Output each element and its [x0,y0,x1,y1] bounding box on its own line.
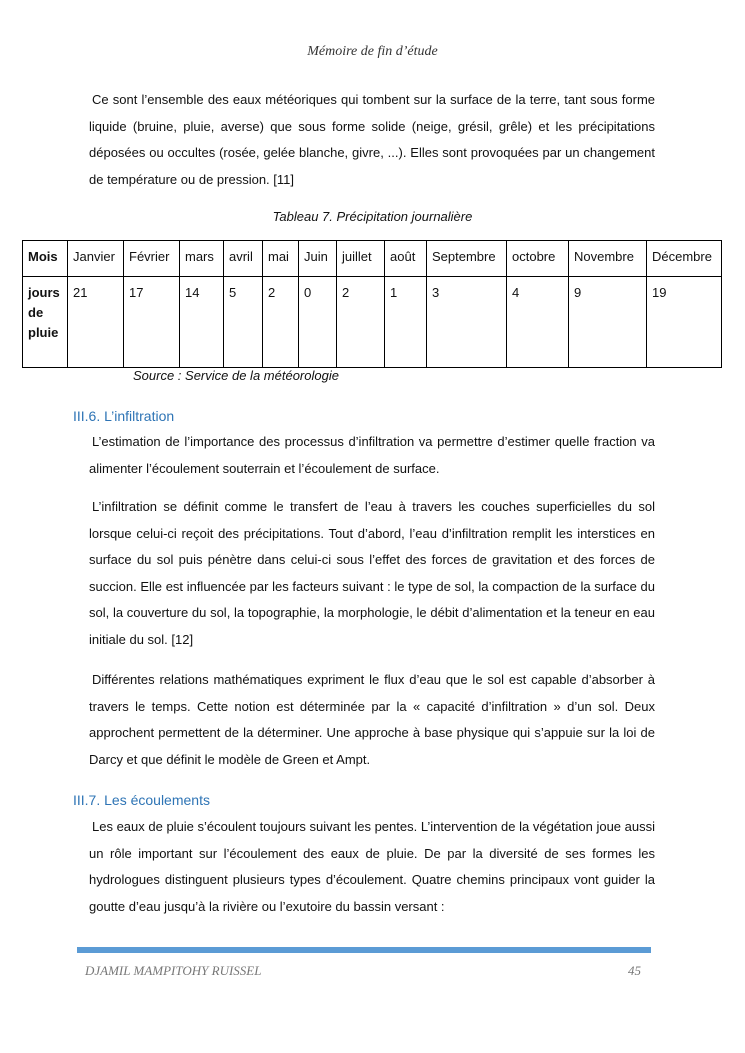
table-cell: 14 [180,277,224,368]
table-cell: 0 [299,277,337,368]
table-cell: mai [263,241,299,277]
table-cell: 17 [124,277,180,368]
precipitation-table [22,240,722,368]
table-cell: 2 [263,277,299,368]
table-cell: 2 [337,277,385,368]
table-caption: Tableau 7. Précipitation journalière [272,209,473,224]
table-cell: juillet [337,241,385,277]
table-cell: Juin [299,241,337,277]
table-cell: 1 [385,277,427,368]
table-cell: 9 [569,277,647,368]
table-cell: Décembre [647,241,722,277]
table-cell: 19 [647,277,722,368]
paragraph-infiltration-definition: L’infiltration se définit comme le transfert de l’eau à travers les couches superficielles du sol lorsque celui-ci reçoit des précipitations. Tout d’abord, l’eau d’infiltration remplit les interstices en surface du sol puis pénètre dans celui-ci sous l’effet des forces de gravitation et des forces de succion. Elle est influencée par les facteurs suivant : le type de sol, la compaction de la surface du sol, la couverture du sol, la topographie, la morphologie, le débit d’alimentation et la teneur en eau initiale du sol. [12] [89,499,655,647]
table-cell: 3 [427,277,507,368]
table-source: Source : Service de la météorologie [133,368,339,383]
footer-author: DJAMIL MAMPITOHY RUISSEL [85,963,262,978]
table-cell: 4 [507,277,569,368]
table-header-row [23,241,722,277]
paragraph-infiltration-intro: L’estimation de l’importance des processus d’infiltration va permettre d’estimer quelle fraction va alimenter l’écoulement souterrain et l’écoulement de surface. [89,434,655,476]
table-cell: août [385,241,427,277]
paragraph-precipitation: Ce sont l’ensemble des eaux météoriques qui tombent sur la surface de la terre, tant sous forme liquide (bruine, pluie, averse) que sous forme solide (neige, grésil, grêle) et les précipitations déposées ou occultes (rosée, gelée blanche, givre, ...). Elles sont provoquées par un changement de température ou de pression. [11] [89,92,655,187]
table-cell: mars [180,241,224,277]
table-row [23,277,722,368]
page-header: Mémoire de fin d’étude [307,44,438,59]
footer-divider [77,947,651,953]
table-cell: octobre [507,241,569,277]
table-cell: jours de pluie [23,277,68,368]
page-number: 45 [628,963,641,978]
table-cell: Janvier [68,241,124,277]
paragraph-infiltration-capacity: Différentes relations mathématiques expriment le flux d’eau que le sol est capable d’absorber à travers le temps. Cette notion est déterminée par la « capacité d’infiltration » d’un sol. Deux approchent permettent de la déterminer. Une approche à base physique qui s’appuie sur la loi de Darcy et que définit le modèle de Green et Ampt. [89,672,655,767]
table-cell: avril [224,241,263,277]
table-cell: Novembre [569,241,647,277]
table-cell: 5 [224,277,263,368]
paragraph-ecoulements: Les eaux de pluie s’écoulent toujours suivant les pentes. L’intervention de la végétation joue aussi un rôle important sur l’écoulement des eaux de pluie. De par la diversité de ses formes les hydrologues distinguent plusieurs types d’écoulement. Quatre chemins principaux vont guider la goutte d’eau jusqu’à la rivière ou l’exutoire du bassin versant : [89,819,655,914]
table-cell: Février [124,241,180,277]
table-cell: Mois [23,241,68,277]
section-heading-infiltration: III.6. L’infiltration [73,408,175,424]
section-heading-ecoulements: III.7. Les écoulements [73,792,210,808]
table-cell: 21 [68,277,124,368]
table-cell: Septembre [427,241,507,277]
